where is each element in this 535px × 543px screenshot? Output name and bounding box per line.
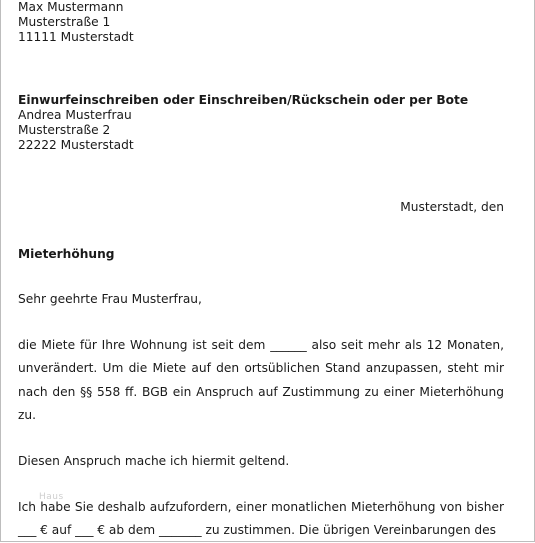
body-paragraph-1: die Miete für Ihre Wohnung ist seit dem ______ also seit mehr als 12 Monaten, unverändert. Um die Miete auf den ortsüblichen Stand anzupassen, steht mir nach den §§ 558 ff. BGB ein Anspruch auf Zustimmung zu einer Mieterhöhung zu.: [18, 338, 504, 422]
sender-street: Musterstraße 1: [18, 15, 111, 29]
recipient-street: Musterstraße 2: [18, 123, 111, 137]
body-paragraph-2: Diesen Anspruch mache ich hiermit geltend.: [18, 454, 290, 468]
place-date: Musterstadt, den: [400, 200, 504, 214]
subject-line: Mieterhöhung: [18, 247, 115, 261]
salutation: Sehr geehrte Frau Musterfrau,: [18, 292, 202, 306]
sender-city: 11111 Musterstadt: [18, 30, 134, 44]
delivery-note: Einwurfeinschreiben oder Einschreiben/Rückschein oder per Bote: [18, 93, 469, 107]
body-paragraph-3: Ich habe Sie deshalb aufzufordern, einer monatlichen Mieterhöhung von bisher ___ € auf ___ € ab dem _______ zu zustimmen. Die übrigen Vereinbarungen des: [18, 500, 504, 538]
recipient-city: 22222 Musterstadt: [18, 138, 134, 152]
sender-name: Max Mustermann: [18, 0, 124, 14]
recipient-block: [18, 93, 468, 153]
watermark-text: Haus: [39, 492, 64, 502]
sender-block: [18, 0, 134, 45]
recipient-name: Andrea Musterfrau: [18, 108, 132, 122]
